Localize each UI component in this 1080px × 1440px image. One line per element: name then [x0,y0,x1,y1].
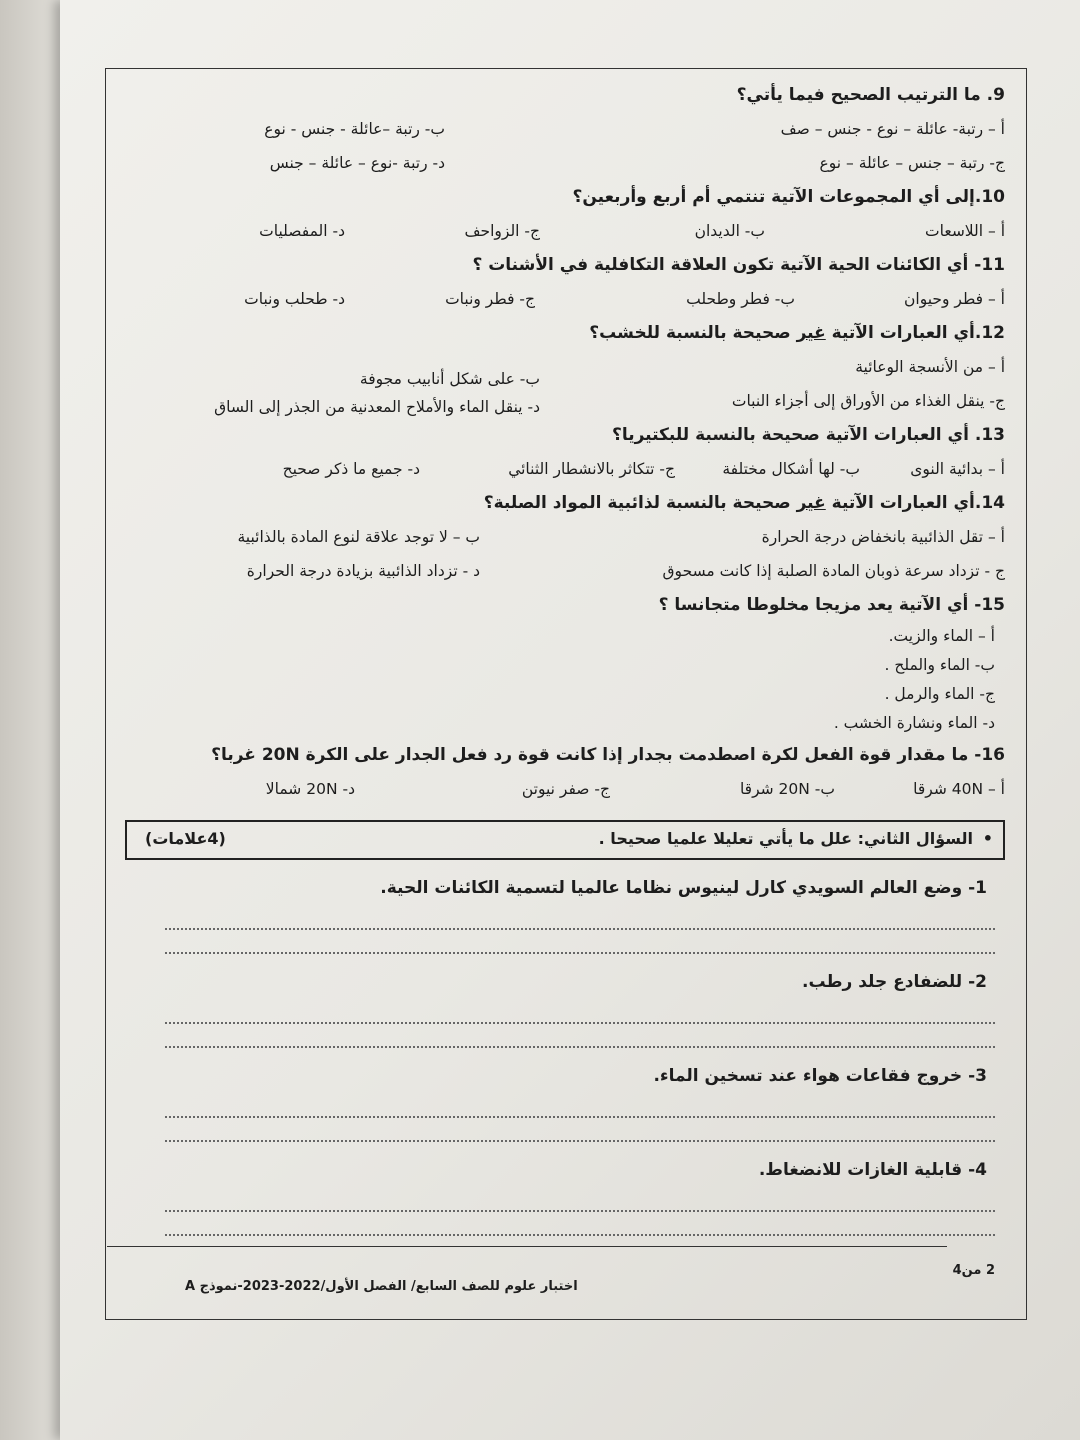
question-10-options [125,214,1005,248]
option-a: أ – 40N شرقا [913,780,1005,798]
question-16-stem: 16- ما مقدار قوة الفعل لكرة اصطدمت بجدار إذا كانت قوة رد فعل الجدار على الكرة 20N غربا؟ [211,745,1005,765]
question-13-stem: 13. أي العبارات الآتية صحيحة بالنسبة للبكتيريا؟ [611,425,1005,445]
bullet-icon: • [982,829,993,848]
answer-line[interactable] [165,1212,995,1236]
answer-line[interactable] [165,1024,995,1048]
option-b: ب- رتبة –عائلة - جنس - نوع [264,120,445,138]
exam-sheet [60,0,1080,1440]
section-2-header [125,820,1005,860]
option-b: ب- على شكل أنابيب مجوفة [359,370,540,388]
stem-underlined-word: غير [796,493,826,513]
option-c: ج- تتكاثر بالانشطار الثنائي [508,460,675,478]
option-a: أ – تقل الذائبية بانخفاض درجة الحرارة [761,528,1005,546]
exam-content [125,78,1005,1294]
stem-text: صحيحة بالنسبة لذائبية المواد الصلبة؟ [483,493,797,513]
option-c: ج - تزداد سرعة ذوبان المادة الصلبة إذا كانت مسحوق [662,562,1005,580]
answer-line[interactable] [165,1188,995,1212]
option-a: أ – من الأنسجة الوعائية [855,358,1005,376]
footer-divider [107,1246,947,1247]
option-a: أ – فطر وحيوان [904,290,1005,308]
question-14-options-row-2 [125,554,1005,588]
question-12-stem [125,316,1005,350]
option-d: د- رتبة -نوع – عائلة – جنس [269,154,445,172]
option-a: أ – بدائية النوى [910,460,1005,478]
option-c: ج- فطر ونبات [445,290,535,308]
section-2-item-2: 2- للضفادع جلد رطب. [802,972,987,992]
stem-text: 14.أي العبارات الآتية [825,493,1005,513]
option-c: ج- ينقل الغذاء من الأوراق إلى أجزاء النبات [731,392,1005,410]
option-b: ب- 20N شرقا [739,780,835,798]
question-11-stem: 11- أي الكائنات الحية الآتية تكون العلاقة التكافلية في الأشنات ؟ [472,255,1005,275]
answer-line[interactable] [165,930,995,954]
option-d: د - تزداد الذائبية بزيادة درجة الحرارة [246,562,480,580]
option-d: د- الماء ونشارة الخشب . [833,714,995,732]
question-11-options [125,282,1005,316]
option-c: ج- الماء والرمل . [884,685,995,703]
option-c: ج- الزواحف [464,222,540,240]
option-d: د- 20N شمالا [265,780,355,798]
option-a: أ – الماء والزيت. [888,627,995,645]
option-b: ب- فطر وطحلب [686,290,795,308]
section-2-item-1: 1- وضع العالم السويدي كارل لينيوس نظاما عالميا لتسمية الكائنات الحية. [380,878,987,898]
option-a: أ – رتبة- عائلة – نوع - جنس – صف [780,120,1005,138]
answer-line[interactable] [165,1000,995,1024]
page-number: 2 من4 [952,1263,995,1278]
option-b: ب- لها أشكال مختلفة [722,460,860,478]
option-a: أ – اللاسعات [925,222,1005,240]
answer-line[interactable] [165,906,995,930]
option-b: ب- الماء والملح . [884,656,995,674]
section-2-item-4: 4- قابلية الغازات للانضغاط. [758,1160,987,1180]
answer-line[interactable] [165,1118,995,1142]
stem-underlined-word: غير [796,323,826,343]
option-d: د- ينقل الماء والأملاح المعدنية من الجذر إلى الساق [214,398,540,416]
option-d: د- المفصليات [259,222,345,240]
option-c: ج- صفر نيوتن [521,780,610,798]
question-12-options-row-2 [125,384,1005,418]
section-2-marks: (4علامات) [145,829,226,848]
question-12-options-row-1 [125,350,1005,388]
option-d: د- جميع ما ذكر صحيح [282,460,420,478]
question-10-stem: 10.إلى أي المجموعات الآتية تنتمي أم أربع وأربعين؟ [572,187,1005,207]
exam-title: اختبار علوم للصف السابع/ الفصل الأول/2022-2023-نموذج A [185,1279,578,1294]
question-14-options-row-1 [125,520,1005,554]
option-b: ب – لا توجد علاقة لنوع المادة بالذائبية [237,528,480,546]
question-16-options [125,772,1005,806]
stem-text: صحيحة بالنسبة للخشب؟ [589,323,797,343]
question-9-stem: 9. ما الترتيب الصحيح فيما يأتي؟ [736,85,1005,105]
question-14-stem [125,486,1005,520]
question-9-options-row-2 [125,146,1005,180]
option-c: ج- رتبة – جنس – عائلة – نوع [819,154,1005,172]
question-13-options [125,452,1005,486]
option-b: ب- الديدان [694,222,765,240]
page-footer [125,1263,995,1294]
answer-line[interactable] [165,1094,995,1118]
stem-text: 12.أي العبارات الآتية [825,323,1005,343]
question-15-stem: 15- أي الآتية يعد مزيجا مخلوطا متجانسا ؟ [658,595,1005,615]
option-d: د- طحلب ونبات [244,290,345,308]
section-2-item-3: 3- خروج فقاعات هواء عند تسخين الماء. [653,1066,987,1086]
question-9-options-row-1 [125,112,1005,146]
section-2-title: السؤال الثاني: علل ما يأتي تعليلا علميا صحيحا . [598,829,973,848]
